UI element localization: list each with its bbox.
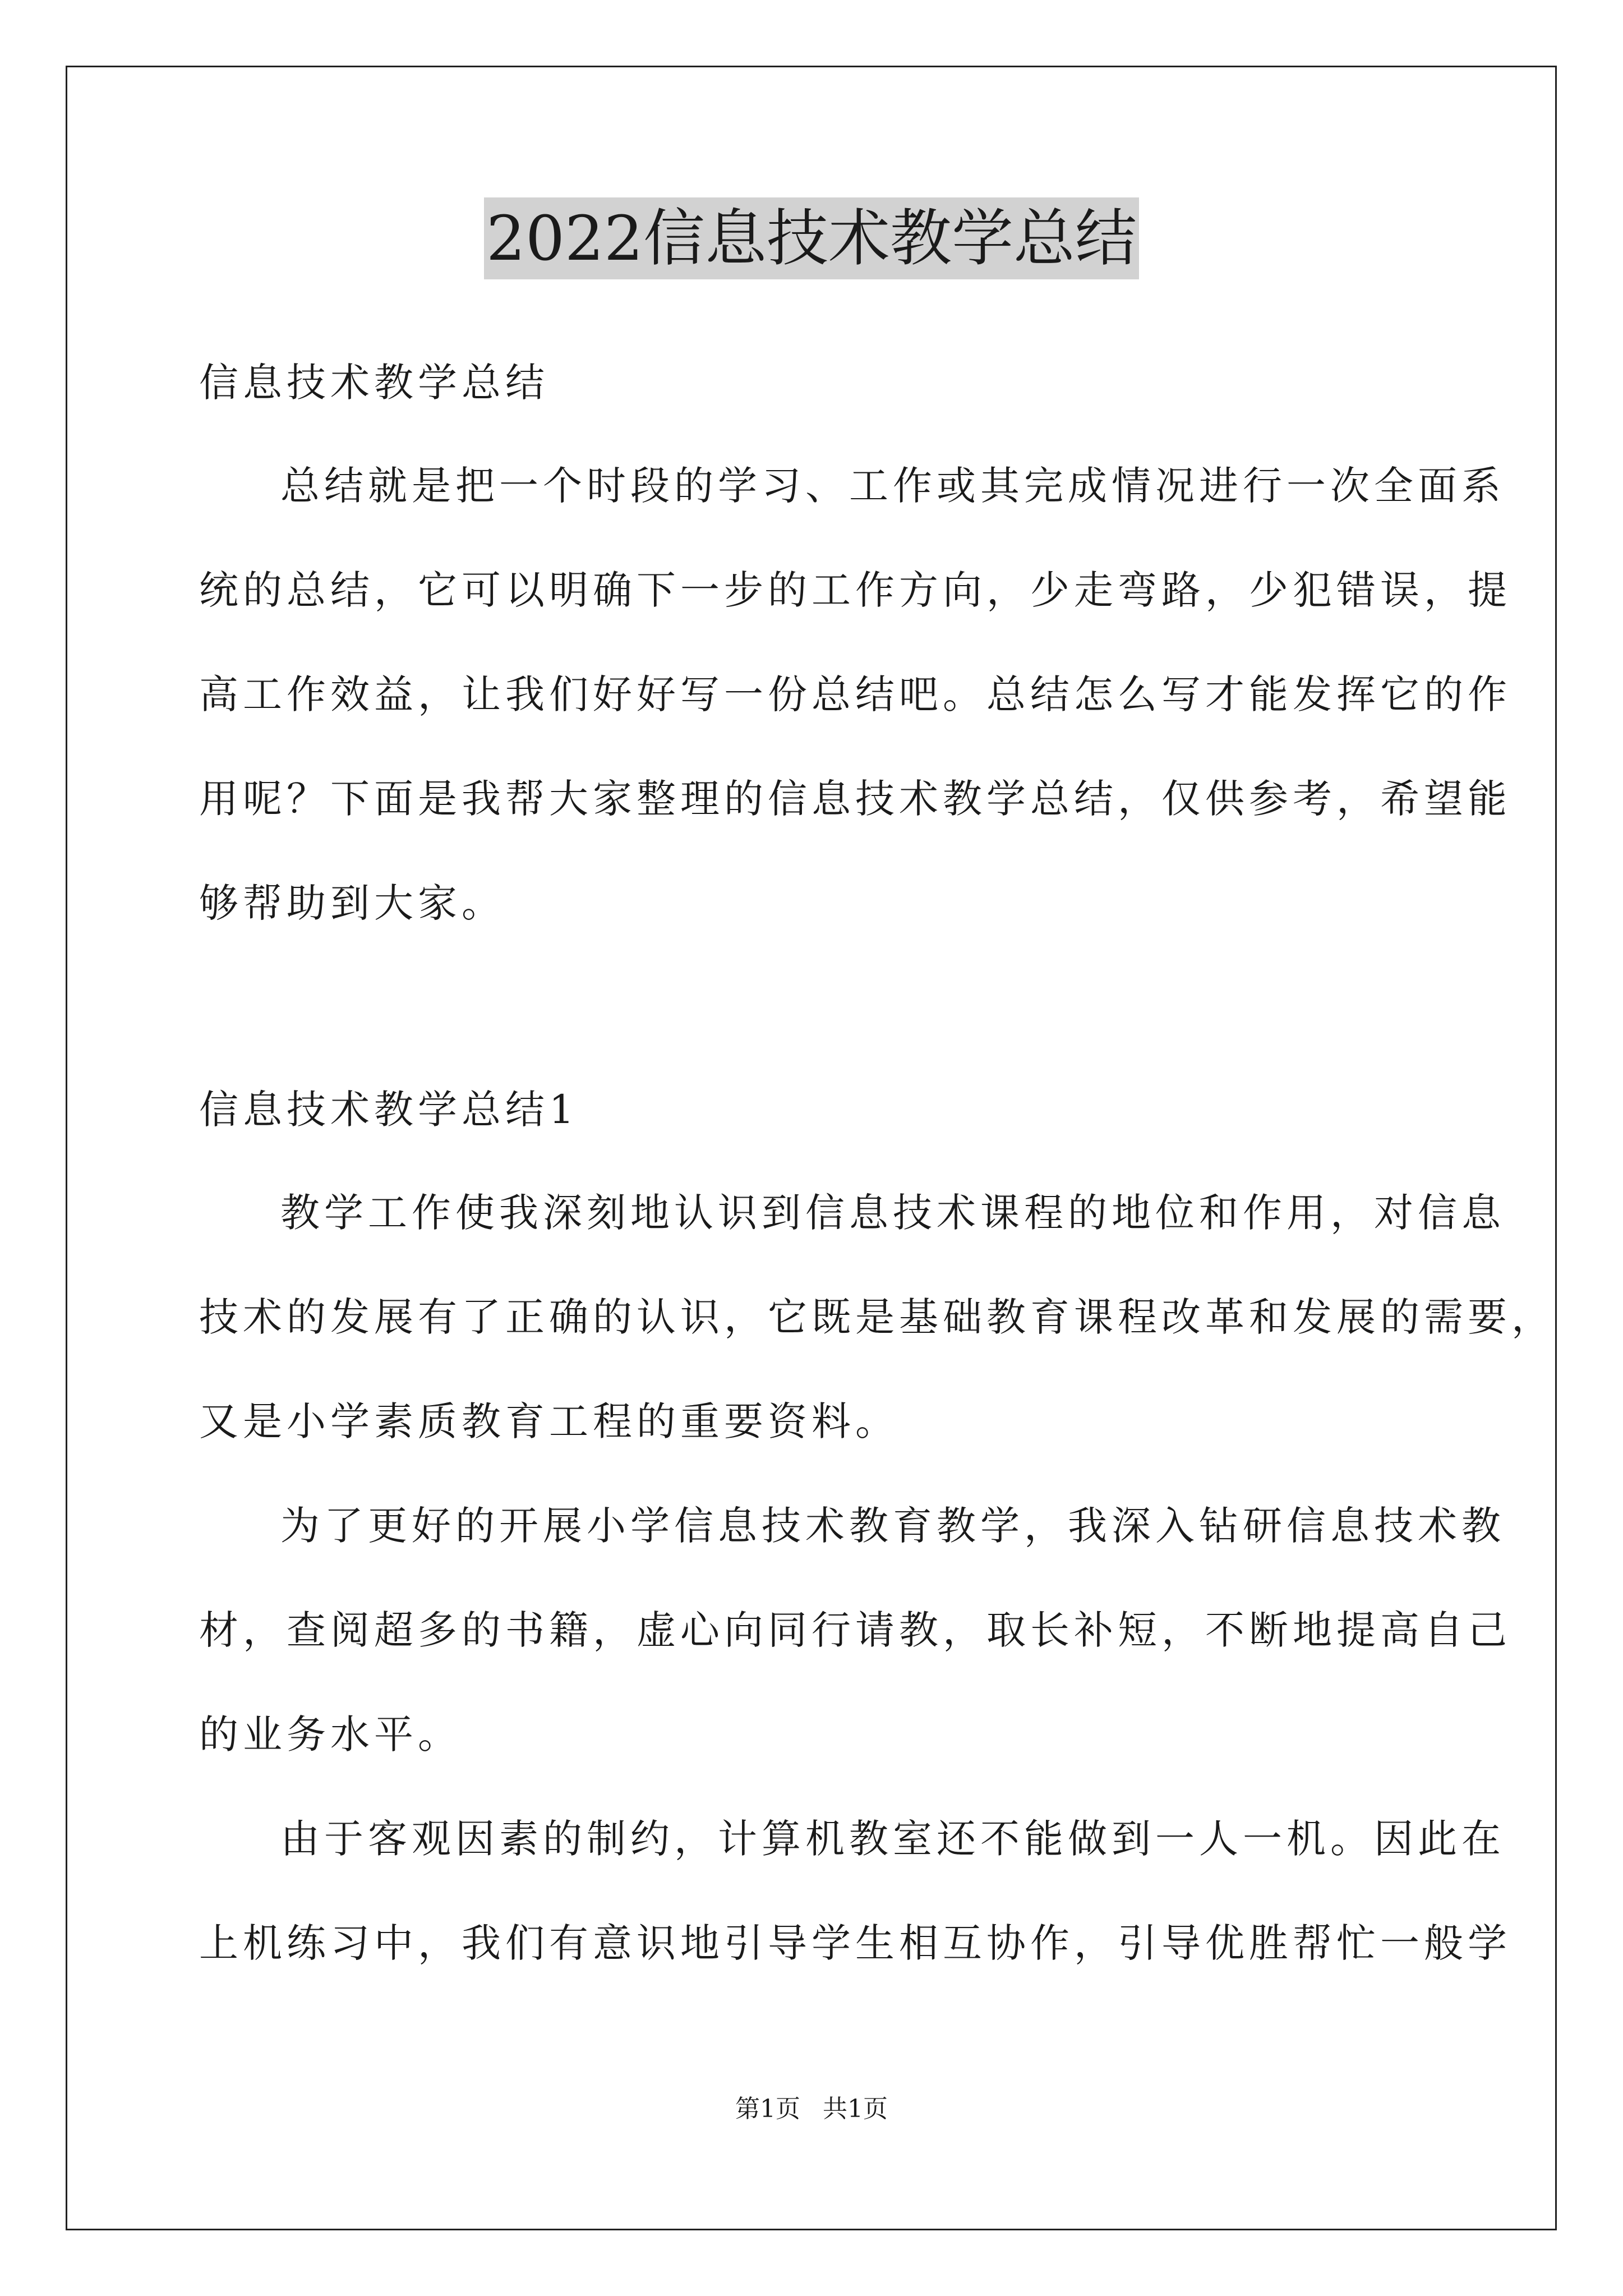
paragraph-line: 用呢？下面是我帮大家整理的信息技术教学总结，仅供参考，希望能 (199, 776, 1511, 822)
page-footer (0, 2092, 1623, 2126)
paragraph-line: 上机练习中，我们有意识地引导学生相互协作，引导优胜帮忙一般学 (199, 1920, 1511, 1966)
paragraph-line: 由于客观因素的制约，计算机教室还不能做到一人一机。因此在 (280, 1816, 1505, 1862)
paragraph-line: 教学工作使我深刻地认识到信息技术课程的地位和作用，对信息 (280, 1190, 1505, 1236)
paragraph-line: 技术的发展有了正确的认识，它既是基础教育课程改革和发展的需要， (199, 1294, 1555, 1340)
paragraph-line: 的业务水平。 (199, 1711, 462, 1757)
paragraph-line: 统的总结，它可以明确下一步的工作方向，少走弯路，少犯错误，提 (199, 567, 1511, 613)
section-heading: 信息技术教学总结1 (199, 1087, 579, 1133)
page-number: 第1页 (735, 2095, 800, 2123)
paragraph-line: 又是小学素质教育工程的重要资料。 (199, 1398, 899, 1444)
page-total: 共1页 (823, 2095, 888, 2123)
title-container (0, 197, 1623, 279)
paragraph-line: 够帮助到大家。 (199, 880, 505, 926)
paragraph-line: 总结就是把一个时段的学习、工作或其完成情况进行一次全面系 (280, 463, 1505, 509)
paragraph-line: 为了更好的开展小学信息技术教育教学，我深入钻研信息技术教 (280, 1503, 1505, 1549)
section-heading: 信息技术教学总结 (199, 360, 549, 406)
paragraph-line: 高工作效益，让我们好好写一份总结吧。总结怎么写才能发挥它的作 (199, 671, 1511, 717)
document-title: 2022信息技术教学总结 (484, 197, 1139, 279)
paragraph-line: 材，查阅超多的书籍，虚心向同行请教，取长补短，不断地提高自己 (199, 1607, 1511, 1653)
